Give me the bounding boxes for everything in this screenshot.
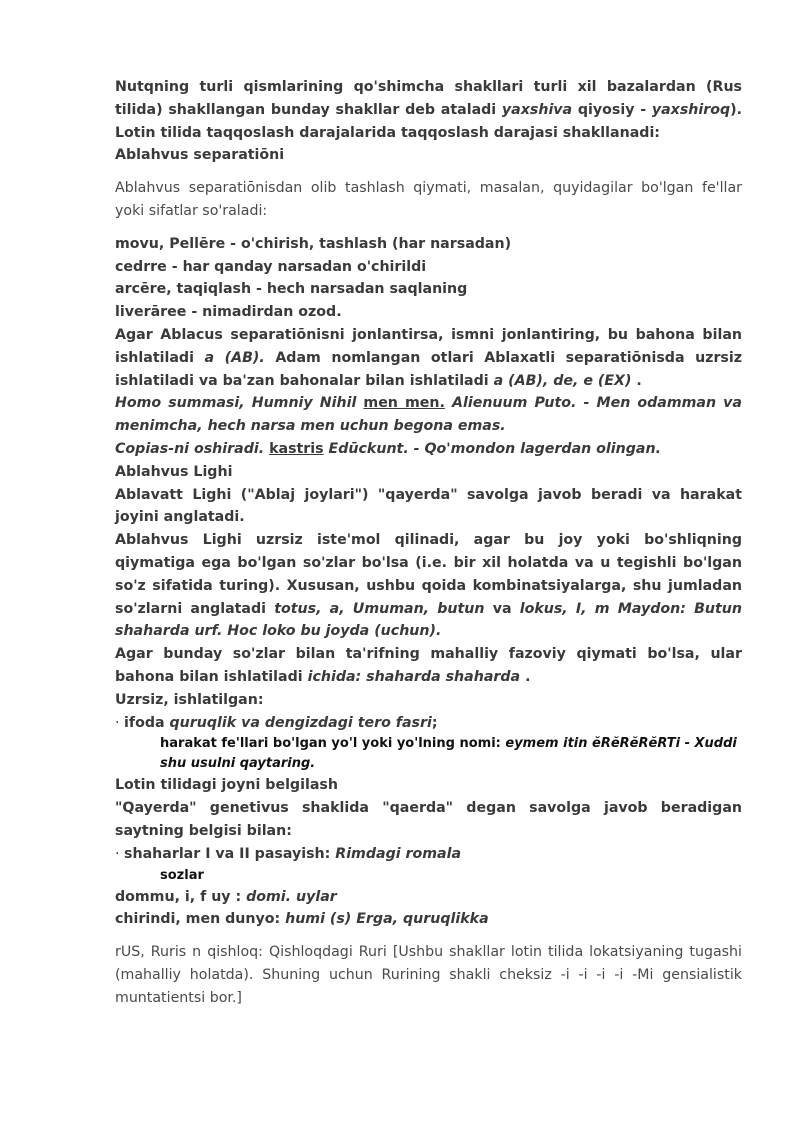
verb-line-3: arcēre, taqiqlash - hech narsadan saqlaning	[115, 281, 468, 298]
italic-run: eymem itin ĕRĕRĕRĕRTi - Xuddi shu usulni qaytaring.	[160, 736, 737, 772]
text-run: Alienuum Puto. - Men odamman va menimcha, hech narsa men uchun begona emas.	[115, 395, 743, 435]
local-meaning-paragraph	[115, 643, 742, 689]
text-run: Ablahvus Lighi uzrsiz iste'mol qilinadi, agar bu joy yoki bo'shliqning qiymatiga ega bo'lgan so'zlar bo'lsa (i.e. bir xil holatda va u tegishli bo'lgan so'z sifatida turing). Xususan, ushbu qoida kombinatsiyalarga, shu jumladan so'zlarni anglatadi	[115, 532, 742, 617]
heading-lighi: Ablahvus Lighi	[115, 463, 233, 480]
copias-example	[115, 438, 742, 461]
italic-run: humi (s) Erga, quruqlikka	[285, 911, 489, 928]
rus-paragraph: rUS, Ruris n qishloq: Qishloqdagi Ruri [Ushbu shakllar lotin tilida lokatsiyaning tugashi (mahalliy holatda). Shuning uchun Rurining shakli cheksiz -i -i -i -i -Mi gensialistik muntatientsi bor.]	[115, 944, 742, 1006]
text-run: va	[484, 600, 520, 617]
lighi-usage-paragraph	[115, 529, 742, 643]
bullet-shaharlar	[115, 843, 742, 866]
homo-example	[115, 392, 742, 438]
italic-run: yaxshiroq	[651, 101, 731, 118]
text-run: Adam nomlangan otlari Ablaxatli separatiōnisda uzrsiz ishlatiladi va ba'zan bahonalar bilan ishlatiladi	[115, 349, 742, 389]
text-run: Nutqning turli qismlarining qo'shimcha shakllari turli xil bazalardan (Rus tilida) shakllangan bunday shakllar deb ataladi	[115, 79, 742, 118]
heading-lotin: Lotin tilidagi joyni belgilash	[115, 777, 338, 794]
heading-uzrsiz: Uzrsiz, ishlatilgan:	[115, 691, 264, 708]
italic-run: a (AB), de, e (EX)	[493, 372, 632, 389]
italic-run: yaxshiva	[501, 101, 573, 118]
text-run: Agar bunday so'zlar bilan ta'rifning mahalliy fazoviy qiymati bo'lsa, ular bahona bilan ishlatiladi	[115, 646, 742, 685]
document-body	[115, 76, 742, 1009]
verb-line-2: cedrre - har qanday narsadan o'chirildi	[115, 258, 427, 275]
lighi-paragraph: Ablavatt Lighi ("Ablaj joylari") "qayerda" savolga javob beradi va harakat joyini anglatadi.	[115, 486, 742, 526]
verb-line-1: movu, Pellēre - o'chirish, tashlash (har narsadan)	[115, 235, 512, 252]
text-run: Edūckunt. - Qo'mondon lagerdan olingan.	[323, 440, 661, 457]
underlined-run: men men.	[363, 395, 445, 412]
italic-run: lokus, I, m Maydon: Butun shaharda urf. Hoc loko bu joyda (uchun).	[115, 600, 742, 640]
intro-paragraph	[115, 76, 742, 144]
text-run: .	[631, 372, 642, 389]
italic-run: ichida: shaharda shaharda	[307, 668, 521, 685]
bullet-mark: ·	[115, 714, 125, 731]
text-run: Copias-ni oshiradi.	[115, 440, 270, 457]
text-run: harakat fe'llari bo'lgan yo'l yoki yo'lning nomi:	[160, 736, 506, 752]
sub-item-sozlar: sozlar	[160, 867, 204, 883]
text-run: Agar Ablacus separatiōnisni jonlantirsa, ismni jonlantiring, bu bahona bilan ishlatiladi	[115, 326, 742, 366]
bullet-ifoda	[115, 712, 742, 735]
heading-separationis: Ablahvus separatiōni	[115, 147, 285, 164]
separationis-paragraph: Ablahvus separatiōnisdan olib tashlash qiymati, masalan, quyidagilar bo'lgan fe'llar yoki sifatlar so'raladi:	[115, 180, 742, 219]
text-run: qiyosiy -	[572, 101, 652, 118]
italic-run: domi. uylar	[246, 888, 337, 905]
italic-run: quruqlik va dengizdagi tero fasri	[169, 714, 432, 731]
line-chirindi	[115, 908, 742, 931]
text-run: dommu, i, f uy :	[115, 888, 247, 905]
line-dommu	[115, 886, 742, 909]
italic-run: Rimdagi romala	[335, 845, 462, 862]
verb-line-4: liverāree - nimadirdan ozod.	[115, 304, 342, 321]
text-run: ifoda	[124, 714, 170, 731]
italic-run: a (AB).	[204, 349, 265, 366]
qayerda-paragraph: "Qayerda" genetivus shaklida "qaerda" degan savolga javob beradigan saytning belgisi bilan:	[115, 800, 742, 839]
ablacus-paragraph	[115, 324, 742, 392]
text-run: chirindi, men dunyo:	[115, 911, 286, 928]
text-run: .	[520, 668, 531, 685]
underlined-run: kastris	[269, 440, 324, 457]
text-run: Homo summasi, Humniy Nihil	[115, 395, 364, 412]
bullet-mark: ·	[115, 845, 125, 862]
text-run: shaharlar I va II pasayish:	[124, 845, 336, 862]
text-run: ). Lotin tilida taqqoslash darajalarida taqqoslash darajasi shakllanadi:	[115, 101, 742, 141]
text-run: ;	[431, 714, 438, 731]
sub-item-harakat	[115, 734, 742, 774]
italic-run: totus, a, Umuman, butun	[274, 600, 485, 617]
